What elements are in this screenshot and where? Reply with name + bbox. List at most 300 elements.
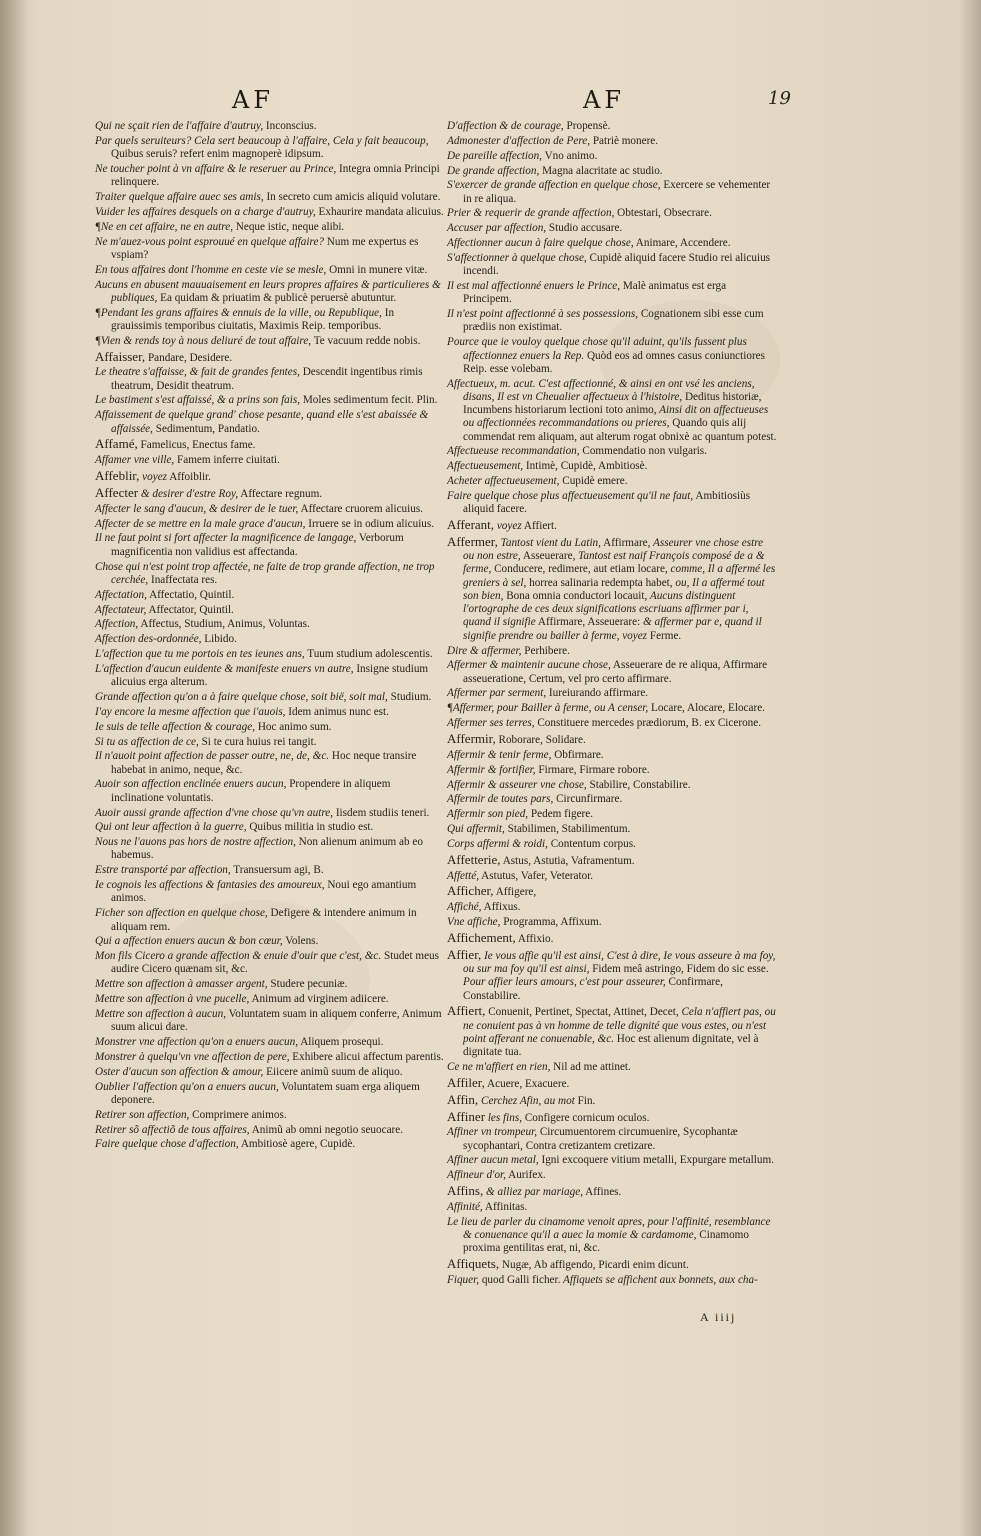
dictionary-entry — [447, 135, 777, 148]
latin-gloss: Asseuerare de re aliqua, Affirmare asseueratione, Certum, vel pro certo affirmare. — [463, 659, 768, 685]
latin-gloss: Iureiurando affirmare. — [546, 687, 649, 700]
dictionary-entry — [95, 437, 445, 452]
dictionary-entry — [95, 1066, 445, 1079]
latin-gloss: Nugæ, Ab affigendo, Picardi enim dicunt. — [499, 1259, 689, 1272]
french-phrase: Affiner aucun metal, — [447, 1154, 539, 1167]
latin-gloss: Non alienum animum ab eo habemus. — [111, 836, 423, 862]
dictionary-entry — [95, 206, 445, 219]
latin-gloss: Neque istic, neque alibi. — [233, 220, 345, 233]
dictionary-entry — [95, 409, 445, 436]
dictionary-entry — [95, 236, 445, 263]
french-phrase: Affineur d'or, — [447, 1169, 506, 1182]
right-running-head: AF — [583, 86, 625, 114]
french-phrase: Admonester d'affection de Pere, — [447, 134, 591, 147]
dictionary-entry — [447, 535, 777, 643]
latin-gloss: Si te cura huius rei tangit. — [198, 735, 317, 748]
french-phrase: Affectateur, — [95, 603, 147, 616]
dictionary-entry — [95, 503, 445, 516]
latin-gloss: Iisdem studiis teneri. — [333, 806, 430, 819]
french-phrase: L'affection que tu me portois en tes ieunes ans, — [95, 648, 305, 661]
latin-gloss: Famem inferre ciuitati. — [174, 454, 280, 467]
latin-gloss: Affectare regnum. — [238, 487, 323, 500]
left-running-head: AF — [232, 86, 274, 114]
latin-gloss: Hoc animo sum. — [255, 720, 332, 733]
french-phrase: Par quels seruiteurs? Cela sert beaucoup à l'affaire, Cela y fait beaucoup, — [95, 134, 429, 147]
latin-gloss: Aliquem prosequi. — [298, 1036, 384, 1049]
latin-gloss: Affigere, — [493, 886, 537, 899]
french-phrase: Affermir & tenir ferme, — [447, 748, 552, 761]
latin-gloss: Studio accusare. — [546, 222, 623, 235]
latin-gloss: Insigne studium alicuius erga alterum. — [111, 662, 429, 689]
latin-gloss: Aurifex. — [505, 1169, 546, 1182]
french-phrase: Pour affier leurs amours, c'est pour asseurer, — [463, 976, 666, 989]
headword: Afficher, — [447, 883, 494, 899]
dictionary-entry — [447, 1216, 777, 1256]
french-phrase: Le theatre s'affaisse, & fait de grandes fentes, — [95, 366, 300, 379]
dictionary-entry — [95, 1109, 445, 1122]
latin-gloss: Affixio. — [515, 932, 554, 945]
dictionary-entry — [95, 1036, 445, 1049]
latin-gloss: Affirmare, Asseuerare: — [535, 616, 641, 629]
french-phrase: De pareille affection, — [447, 149, 542, 162]
headword: Affermer, — [447, 533, 498, 549]
latin-gloss: Libido. — [201, 633, 237, 646]
french-phrase: Cerchez Afin, au mot — [478, 1094, 575, 1107]
dictionary-entry — [95, 907, 445, 934]
dictionary-entry — [95, 366, 445, 393]
french-phrase: Affermir & fortifier, — [447, 763, 536, 776]
latin-gloss: Verborum magnificentia non validius est affectanda. — [111, 532, 404, 558]
dictionary-entry — [447, 237, 777, 250]
dictionary-entry — [95, 279, 445, 306]
latin-gloss: Conducere, redimere, aut etiam locare, — [491, 563, 668, 576]
dictionary-entry — [447, 150, 777, 163]
dictionary-entry — [95, 648, 445, 661]
left-column — [95, 120, 445, 1153]
right-column — [447, 120, 777, 1289]
french-phrase: Il est mal affectionné enuers le Prince, — [447, 280, 621, 293]
french-phrase: Affecter de se mettre en la male grace d'aucun, — [95, 517, 306, 530]
latin-gloss: Inconscius. — [263, 120, 317, 132]
french-phrase: Vuider les affaires desquels on a charge d'autruy, — [95, 205, 316, 218]
headword: Affiler, — [447, 1074, 485, 1090]
french-phrase: Affermer par serment, — [447, 687, 547, 700]
latin-gloss: Circunfirmare. — [553, 793, 623, 806]
dictionary-entry — [447, 702, 777, 715]
french-phrase: Vne affiche, — [447, 916, 501, 929]
dictionary-entry — [95, 307, 445, 334]
french-phrase: Mettre son affection à vne pucelle, — [95, 993, 250, 1006]
dictionary-entry — [95, 604, 445, 617]
french-phrase: Affinité, — [447, 1201, 483, 1213]
dictionary-entry — [95, 807, 445, 820]
latin-gloss: Affoiblir. — [167, 471, 211, 484]
french-phrase: Acheter affectueusement, — [447, 475, 560, 488]
dictionary-entry — [447, 838, 777, 851]
latin-gloss: Locare, Alocare, Elocare. — [648, 702, 765, 715]
french-phrase: Ainsi dit on affectueuses ou affectionnées recommandations ou prieres, — [463, 404, 769, 430]
dictionary-entry — [447, 931, 777, 946]
dictionary-entry — [95, 663, 445, 690]
dictionary-entry — [447, 1076, 777, 1091]
latin-gloss: horrea salinaria redempta habet, — [526, 576, 673, 589]
latin-gloss: Bona omnia conductori locauit, — [503, 589, 648, 602]
headword: Affiert, — [447, 1003, 486, 1019]
dictionary-entry — [447, 518, 777, 533]
latin-gloss: Volens. — [282, 935, 319, 948]
latin-gloss: Programma, Affixum. — [500, 916, 602, 929]
latin-gloss: Ambitiosiùs aliquid facere. — [463, 490, 751, 516]
french-phrase: En tous affaires dont l'homme en ceste vie se mesle, — [95, 263, 327, 276]
dictionary-entry — [95, 350, 445, 365]
french-phrase: ¶Affermer, pour Bailler à ferme, ou A censer, — [447, 702, 649, 715]
dictionary-entry — [447, 1257, 777, 1272]
dictionary-entry — [447, 336, 777, 376]
latin-gloss: Quibus seruis? refert enim magnoperè idipsum. — [111, 148, 324, 161]
french-phrase: S'exercer de grande affection en quelque chose, — [447, 179, 661, 192]
french-phrase: Traiter quelque affaire auec ses amis, — [95, 191, 264, 204]
french-phrase: Qui ne sçait rien de l'affaire d'autruy, — [95, 120, 264, 132]
latin-gloss: Exhaurire mandata alicuius. — [315, 205, 444, 218]
latin-gloss: Cinamomo proxima gentilitas erat, ni, &c. — [463, 1229, 749, 1255]
dictionary-entry — [95, 978, 445, 991]
dictionary-entry — [95, 736, 445, 749]
latin-gloss: Sedimentum, Pandatio. — [152, 422, 260, 435]
latin-gloss: Fidem meâ astringo, Fidem do sic esse. — [589, 963, 769, 976]
headword: Affecter — [95, 484, 139, 500]
dictionary-entry — [447, 378, 777, 444]
headword: Affichement, — [447, 929, 516, 945]
dictionary-entry — [447, 475, 777, 488]
dictionary-entry — [95, 191, 445, 204]
latin-gloss: Affectator, Quintil. — [146, 603, 234, 616]
french-phrase: Affermer ses terres, — [447, 717, 535, 730]
french-phrase: Cela n'affiert pas, ou ne conuient pas à vn homme de telle dignité que vous estes, ou n'est point afferant ne conuenable, &c. — [463, 1006, 776, 1045]
french-phrase: D'affection & de courage, — [447, 120, 564, 132]
page-edge-shadow — [959, 0, 981, 1536]
latin-gloss: Inaffectata res. — [148, 573, 218, 586]
latin-gloss: Moles sedimentum fecit. Plin. — [300, 394, 438, 407]
latin-gloss: In secreto cum amicis aliquid volutare. — [263, 191, 441, 204]
dictionary-entry — [447, 901, 777, 914]
latin-gloss: Hoc neque transire habebat in animo, neque, &c. — [111, 750, 417, 776]
french-phrase: Mon fils Cicero a grande affection & enuie d'ouir que c'est, &c. — [95, 950, 382, 963]
latin-gloss: Acuere, Exacuere. — [484, 1077, 570, 1090]
latin-gloss: Configere cornicum oculos. — [522, 1111, 650, 1124]
dictionary-entry — [95, 721, 445, 734]
headword: Affetterie, — [447, 851, 501, 867]
headword: Affins, — [447, 1183, 484, 1199]
latin-gloss: Ambitiosè agere, Cupidè. — [238, 1138, 356, 1151]
dictionary-entry — [447, 764, 777, 777]
latin-gloss: Animũ ab omni negotio seuocare. — [249, 1123, 404, 1136]
french-phrase: Ie cognois les affections & fantasies des amoureux, — [95, 879, 325, 892]
latin-gloss: Tuum studium adolescentis. — [304, 648, 433, 661]
latin-gloss: Cupidè emere. — [559, 475, 628, 488]
french-phrase: Affermir & asseurer vne chose, — [447, 778, 587, 791]
latin-gloss: Pandare, Desidere. — [145, 351, 233, 364]
dictionary-entry — [447, 793, 777, 806]
dictionary-entry — [447, 687, 777, 700]
latin-gloss: Patriè monere. — [590, 134, 659, 147]
dictionary-entry — [95, 750, 445, 777]
french-phrase: Retirer son affection, — [95, 1108, 190, 1121]
latin-gloss: Integra omnia Principi relinquere. — [111, 162, 440, 189]
latin-gloss: Conuenit, Pertinet, Spectat, Attinet, Decet, — [485, 1006, 679, 1019]
dictionary-entry — [447, 165, 777, 178]
dictionary-entry — [95, 821, 445, 834]
french-phrase: Corps affermi & roidi, — [447, 837, 548, 850]
latin-gloss: Ferme. — [647, 629, 682, 642]
dictionary-entry — [447, 1274, 777, 1287]
french-phrase: Il n'auoit point affection de passer outre, ne, de, &c. — [95, 750, 330, 763]
dictionary-entry — [95, 486, 445, 501]
french-phrase: Accuser par affection, — [447, 222, 547, 235]
latin-gloss: Animare, Accendere. — [633, 237, 731, 250]
latin-gloss: Asseuerare, — [520, 550, 576, 563]
french-phrase: Estre transporté par affection, — [95, 864, 231, 877]
latin-gloss: quod Galli ficher. — [479, 1274, 561, 1287]
dictionary-entry — [447, 490, 777, 517]
dictionary-entry — [447, 1201, 777, 1214]
dictionary-entry — [95, 120, 445, 133]
latin-gloss: Descendit ingentibus rimis theatrum, Desidit theatrum. — [111, 366, 423, 392]
french-phrase: Le lieu de parler du cinamome venoit apres, pour l'affinité, resemblance & conuenance qu'il a auec la momie & cardamome, — [447, 1215, 771, 1242]
french-phrase: Il ne faut point si fort affecter la magnificence de langage, — [95, 532, 357, 545]
dictionary-entry — [447, 1061, 777, 1074]
french-phrase: Ficher son affection en quelque chose, — [95, 907, 268, 920]
french-phrase: Affiner vn trompeur, — [447, 1126, 538, 1139]
dictionary-entry — [447, 207, 777, 220]
dictionary-entry — [95, 561, 445, 588]
latin-gloss: Fin. — [574, 1094, 596, 1107]
latin-gloss: Studet meus audire Cicero quænam sit, &c. — [111, 950, 439, 976]
french-phrase: Affermer & maintenir aucune chose, — [447, 659, 611, 672]
printer-signature: A iiij — [700, 1310, 737, 1324]
latin-gloss: Contentum corpus. — [547, 837, 636, 850]
headword: Affier, — [447, 946, 482, 962]
latin-gloss: Defigere & intendere animum in aliquam rem. — [111, 907, 417, 933]
french-phrase: Faire quelque chose d'affection, — [95, 1138, 239, 1151]
latin-gloss: Te vacuum redde nobis. — [311, 334, 421, 347]
french-phrase: Affection des-ordonnée, — [95, 633, 202, 646]
latin-gloss: Intimè, Cupidè, Ambitiosè. — [523, 460, 648, 473]
dictionary-entry — [447, 120, 777, 133]
dictionary-entry — [95, 993, 445, 1006]
dictionary-entry — [95, 221, 445, 234]
french-phrase: Ce ne m'affiert en rien, — [447, 1061, 551, 1073]
french-phrase: Affecter le sang d'aucun, & desirer de le tuer, — [95, 502, 299, 515]
french-phrase: Ie suis de telle affection & courage, — [95, 720, 256, 733]
french-phrase: voyez — [494, 520, 522, 533]
headword: Affamé, — [95, 436, 138, 452]
latin-gloss: Quòd eos ad omnes casus coniunctiores Reip. esse volebam. — [463, 349, 765, 375]
headword: Affin, — [447, 1091, 479, 1107]
dictionary-entry — [95, 264, 445, 277]
french-phrase: Mettre son affection à amasser argent, — [95, 978, 268, 991]
latin-gloss: Stabilimen, Stabilimentum. — [504, 823, 631, 836]
french-phrase: De grande affection, — [447, 164, 540, 177]
french-phrase: I'ay encore la mesme affection que i'auois, — [95, 705, 286, 718]
dictionary-entry — [447, 645, 777, 658]
dictionary-entry — [447, 659, 777, 686]
latin-gloss: Perhibere. — [521, 644, 570, 657]
french-phrase: Qui ont leur affection à la guerre, — [95, 821, 247, 834]
french-phrase: L'affection d'aucun euidente & manifeste enuers vn autre, — [95, 662, 354, 675]
latin-gloss: Exercere se vehementer in re aliqua. — [463, 179, 771, 205]
latin-gloss: Affectatio, Quintil. — [146, 588, 235, 601]
latin-gloss: Omni in munere vitæ. — [326, 263, 428, 276]
latin-gloss: Firmare, Firmare robore. — [535, 763, 650, 776]
dictionary-entry — [447, 853, 777, 868]
french-phrase: les fins, — [485, 1111, 523, 1124]
french-phrase: Retirer sõ affectiõ de tous affaires, — [95, 1123, 250, 1136]
dictionary-entry — [447, 252, 777, 279]
french-phrase: Il n'est point affectionné à ses possessions, — [447, 308, 639, 321]
dictionary-entry — [95, 518, 445, 531]
dictionary-entry — [447, 1184, 777, 1199]
french-phrase: Mettre son affection à aucun, — [95, 1007, 227, 1020]
french-phrase: Fiquer, — [447, 1274, 480, 1287]
french-phrase: Ne toucher point à vn affaire & le reseruer au Prince, — [95, 162, 337, 175]
latin-gloss: Animum ad virginem adiicere. — [249, 993, 389, 1006]
headword: Affeblir, — [95, 468, 140, 484]
latin-gloss: Famelicus, Enectus fame. — [137, 439, 256, 452]
latin-gloss: Circumuentorem circumuenire, Sycophantæ sycophantari, Contra cretizantem cretizare. — [463, 1126, 738, 1152]
french-phrase: Nous ne l'auons pas hors de nostre affection, — [95, 836, 296, 849]
dictionary-entry — [95, 1008, 445, 1035]
latin-gloss: Affiert. — [521, 520, 557, 533]
latin-gloss: Constituere mercedes prædiorum, B. ex Cicerone. — [534, 717, 762, 730]
headword: Affiquets, — [447, 1256, 500, 1272]
latin-gloss: Quando quis alij commendat rem aliquam, aut alterum rogat obnixè ac quantum potest. — [463, 417, 777, 443]
french-phrase: Affectueusement, — [447, 460, 524, 473]
dictionary-entry — [447, 749, 777, 762]
latin-gloss: Affirmare, — [600, 536, 651, 549]
french-phrase: Tantost vient du Latin, — [497, 536, 601, 549]
latin-gloss: Affixus. — [481, 901, 521, 914]
french-phrase: Affermir de toutes pars, — [447, 793, 554, 806]
latin-gloss: Num me expertus es vspiam? — [111, 235, 419, 261]
french-phrase: Asseurer vne chose estre ou non estre, — [463, 536, 764, 563]
dictionary-entry — [95, 778, 445, 805]
dictionary-entry — [447, 916, 777, 929]
headword: Affermir, — [447, 731, 496, 746]
dictionary-entry — [95, 589, 445, 602]
latin-gloss: Affectare cruorem alicuius. — [298, 502, 423, 515]
dictionary-entry — [447, 280, 777, 307]
french-phrase: Qui affermit, — [447, 823, 505, 836]
latin-gloss: Roborare, Solidare. — [495, 734, 586, 746]
latin-gloss: Propendere in aliquem inclinatione voluntatis. — [111, 778, 391, 804]
dictionary-entry — [95, 1124, 445, 1137]
dictionary-entry — [447, 1126, 777, 1153]
french-phrase: & affermer par e, quand il signifie prendre ou bailler à ferme, voyez — [463, 616, 762, 642]
french-phrase: S'affectionner à quelque chose, — [447, 252, 587, 264]
latin-gloss: Magna alacritate ac studio. — [539, 164, 663, 177]
french-phrase: Affectueuse recommandation, — [447, 445, 580, 458]
french-phrase: Pource que ie vouloy quelque chose qu'il aduint, qu'ils fussent plus affectionnez enuers la Rep. — [447, 336, 747, 362]
french-phrase: Monstrer vne affection qu'on a enuers aucun, — [95, 1036, 299, 1049]
latin-gloss: Exhibere alicui affectum parentis. — [289, 1050, 444, 1063]
dictionary-entry — [95, 135, 445, 162]
dictionary-entry — [95, 1051, 445, 1064]
latin-gloss: Idem animus nunc est. — [285, 705, 389, 718]
dictionary-entry — [95, 879, 445, 906]
latin-gloss: Malè animatus est erga Principem. — [463, 280, 727, 306]
dictionary-entry — [95, 163, 445, 190]
dictionary-entry — [447, 717, 777, 730]
latin-gloss: Vno animo. — [541, 149, 598, 162]
latin-gloss: Cognationem sibi esse cum prædiis non existimat. — [463, 308, 764, 334]
dictionary-entry — [447, 948, 777, 1003]
french-phrase: ¶Vien & rends toy à nous deliuré de tout affaire, — [95, 334, 312, 347]
dictionary-entry — [447, 1154, 777, 1167]
dictionary-entry — [447, 1169, 777, 1182]
french-phrase: Prier & requerir de grande affection, — [447, 207, 615, 220]
french-phrase: Affiché, — [447, 901, 482, 914]
french-phrase: & alliez par mariage, — [483, 1186, 583, 1199]
dictionary-entry — [95, 706, 445, 719]
latin-gloss: Pedem figere. — [528, 808, 594, 821]
french-phrase: Auoir son affection enclinée enuers aucun, — [95, 778, 287, 791]
dictionary-entry — [95, 618, 445, 631]
french-phrase: Affiquets se affichent aux bonnets, aux cha- — [560, 1274, 758, 1287]
latin-gloss: Obfirmare. — [551, 748, 604, 761]
dictionary-entry — [95, 335, 445, 348]
dictionary-entry — [447, 779, 777, 792]
french-phrase: Tantost est naif François composé de a & ferme, — [463, 550, 765, 576]
latin-gloss: Stabilire, Constabilire. — [586, 778, 691, 791]
dictionary-entry — [95, 864, 445, 877]
latin-gloss: Nil ad me attinet. — [550, 1061, 631, 1073]
headword: Affaisser, — [95, 348, 146, 364]
latin-gloss: Voluntatem suam erga aliquem deponere. — [111, 1080, 420, 1106]
french-phrase: Monstrer à quelqu'vn vne affection de pere, — [95, 1050, 290, 1063]
latin-gloss: Affinitas. — [482, 1201, 528, 1213]
french-phrase: Ne m'auez-vous point esprouué en quelque affaire? — [95, 235, 324, 248]
french-phrase: Qui a affection enuers aucun & bon cœur, — [95, 935, 283, 948]
dictionary-entry — [95, 1081, 445, 1108]
french-phrase: Ie vous affie qu'il est ainsi, C'est à dire, Ie vous asseure à ma foy, ou sur ma foy qu'il est ainsi, — [463, 949, 776, 976]
dictionary-entry — [447, 222, 777, 235]
dictionary-entry — [447, 460, 777, 473]
latin-gloss: Deditus historiæ, Incumbens historiarum lectioni toto animo, — [463, 390, 762, 417]
latin-gloss: Comprimere animos. — [189, 1108, 287, 1121]
dictionary-entry — [447, 179, 777, 206]
dictionary-entry — [95, 691, 445, 704]
dictionary-entry — [447, 808, 777, 821]
latin-gloss: Propensè. — [563, 120, 611, 132]
latin-gloss: Affines. — [583, 1186, 622, 1199]
dictionary-entry — [447, 1093, 777, 1108]
french-phrase: Affermir son pied, — [447, 808, 529, 821]
latin-gloss: Cupidè aliquid facere Studio rei alicuius incendi. — [463, 252, 771, 278]
headword: Afferant, — [447, 517, 495, 533]
dictionary-entry — [95, 394, 445, 407]
dictionary-entry — [447, 732, 777, 747]
french-phrase: comme, Il a affermé les greniers à sel, — [463, 563, 776, 589]
dictionary-entry — [95, 532, 445, 559]
french-phrase: Affetté, — [447, 869, 479, 882]
latin-gloss: Voluntatem suam in aliquem conferre, Animum suum alicui dare. — [111, 1007, 442, 1034]
dictionary-entry — [447, 1110, 777, 1125]
french-phrase: Aucuns distinguent l'ortographe de ces deux significations escriuans affirmer par i, quand il signifie — [463, 589, 749, 629]
french-phrase: Aucuns en abusent mauuaisement en leurs propres affaires & particulieres & publiques, — [95, 278, 441, 304]
latin-gloss: Quibus militia in studio est. — [246, 821, 374, 834]
french-phrase: ¶Pendant les grans affaires & ennuis de la ville, ou Republique, — [95, 306, 382, 319]
french-phrase: Chose qui n'est point trop affectée, ne faite de trop grande affection, ne trop cerchée, — [95, 560, 435, 586]
